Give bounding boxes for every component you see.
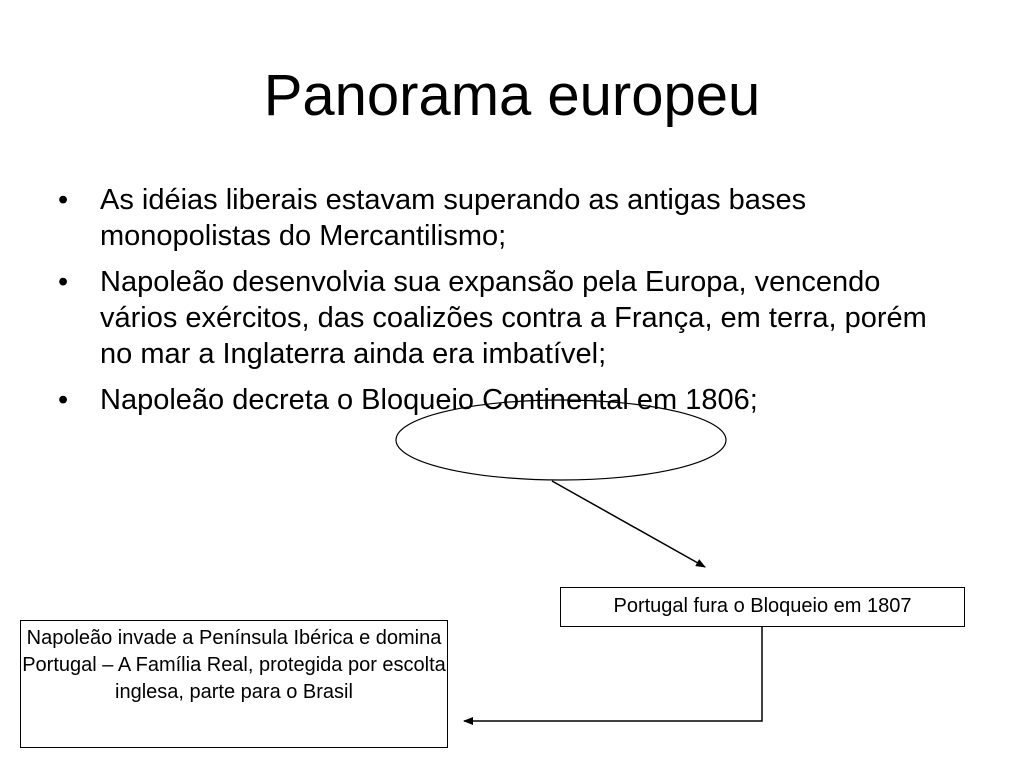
bullet-icon: •	[58, 384, 69, 416]
slide-title: Panorama europeu	[263, 63, 761, 128]
bullet-text: As idéias liberais estavam superando as antigas bases monopolistas do Mercantilismo;	[100, 184, 807, 252]
bullet-text: Napoleão desenvolvia sua expansão pela Europa, vencendo vários exércitos, das coalizões contra a França, em terra, porém no mar a Inglaterra ainda era imbatível;	[100, 266, 927, 370]
portugal-blockade-box: Portugal fura o Bloqueio em 1807	[560, 587, 965, 627]
bullet-item	[58, 182, 958, 254]
bullet-icon: •	[58, 266, 69, 298]
arrow-to-portugal-box	[552, 481, 705, 567]
bullet-item	[58, 382, 958, 418]
bullet-list	[58, 182, 958, 428]
bullet-icon: •	[58, 184, 69, 216]
arrow-to-invasion-box	[464, 627, 762, 721]
bullet-item	[58, 264, 958, 372]
bullet-text: Napoleão decreta o Bloqueio Continental em 1806;	[100, 384, 758, 416]
invasion-box: Napoleão invade a Península Ibérica e domina Portugal – A Família Real, protegida por escolta inglesa, parte para o Brasil	[20, 620, 448, 748]
